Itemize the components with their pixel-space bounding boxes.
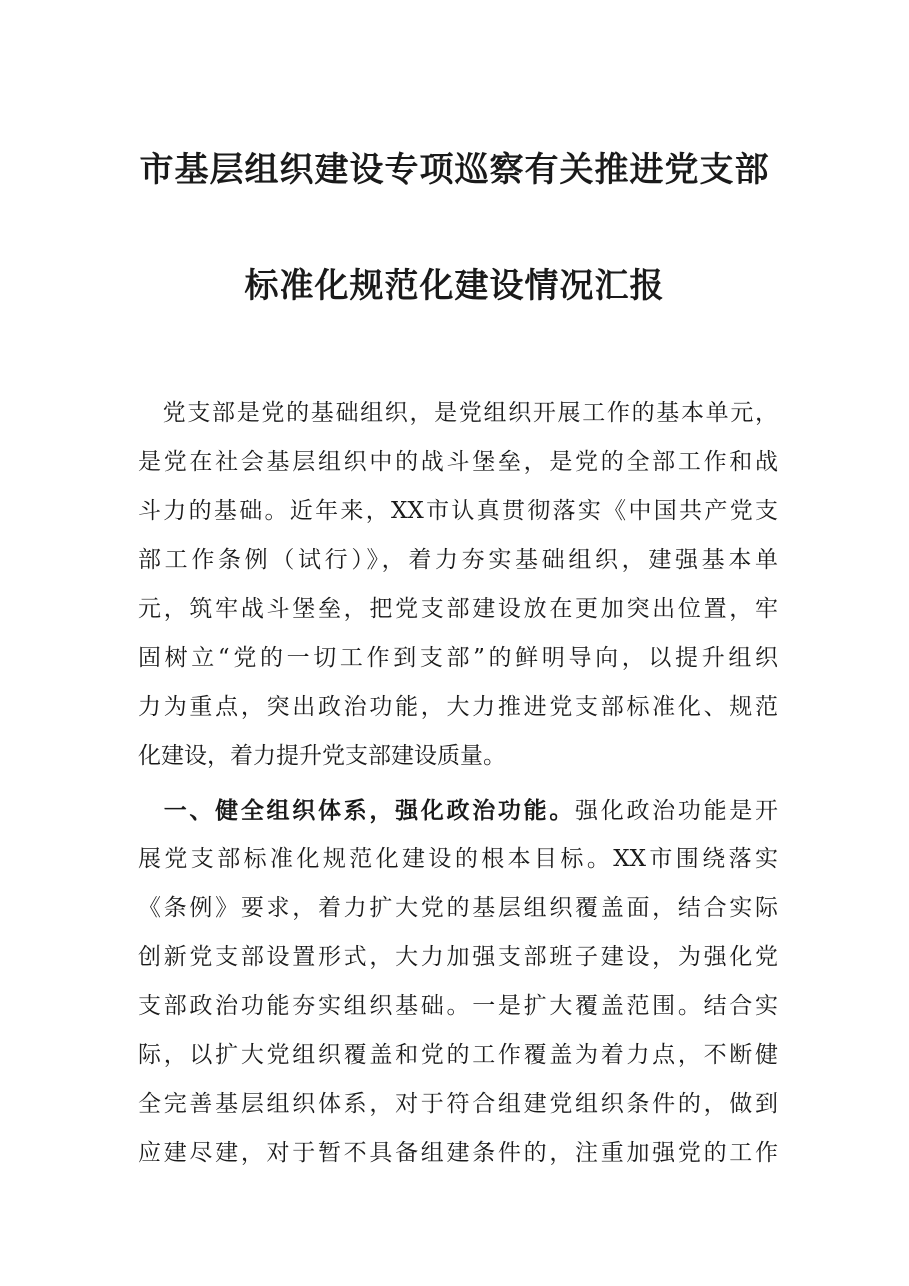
paragraph-2-line-2: 展党支部标准化规范化建设的根本目标。XX市围绕落实 (138, 846, 778, 872)
paragraph-2-line-8: 应建尽建，对于暂不具备组建条件的，注重加强党的工作 (138, 1140, 778, 1166)
paragraph-1-line-7: 力为重点，突出政治功能，大力推进党支部标准化、规范 (138, 694, 778, 720)
paragraph-2-line-3: 《条例》要求，着力扩大党的基层组织覆盖面，结合实际 (138, 895, 778, 921)
paragraph-2-line-1-rest: 强化政治功能是开 (575, 798, 779, 824)
paragraph-2-line-1 (138, 786, 778, 835)
document-title-line-1: 市基层组织建设专项巡察有关推进党支部 (139, 150, 770, 190)
paragraph-2-line-4: 创新党支部设置形式，大力加强支部班子建设，为强化党 (138, 944, 778, 970)
paragraph-1-line-1: 党支部是党的基础组织，是党组织开展工作的基本单元， (138, 400, 778, 426)
paragraph-1-line-2: 是党在社会基层组织中的战斗堡垒，是党的全部工作和战 (138, 449, 778, 475)
paragraph-2-line-6: 际，以扩大党组织覆盖和党的工作覆盖为着力点，不断健 (138, 1042, 778, 1068)
paragraph-1-line-4: 部工作条例（试行）》，着力夯实基础组织，建强基本单 (138, 547, 778, 573)
paragraph-1-line-6: 固树立“党的一切工作到支部”的鲜明导向，以提升组织 (138, 645, 778, 671)
paragraph-1-line-8: 化建设，着力提升党支部建设质量。 (138, 743, 506, 769)
section-heading: 一、健全组织体系，强化政治功能。 (138, 797, 576, 824)
paragraph-1-line-5: 元，筑牢战斗堡垒，把党支部建设放在更加突出位置，牢 (138, 596, 778, 622)
paragraph-1-line-3: 斗力的基础。近年来，XX市认真贯彻落实《中国共产党支 (138, 498, 778, 524)
paragraph-2-line-7: 全完善基层组织体系，对于符合组建党组织条件的，做到 (138, 1091, 778, 1117)
paragraph-2-line-5: 支部政治功能夯实组织基础。一是扩大覆盖范围。结合实 (138, 993, 778, 1019)
document-title-line-2: 标准化规范化建设情况汇报 (244, 266, 665, 306)
